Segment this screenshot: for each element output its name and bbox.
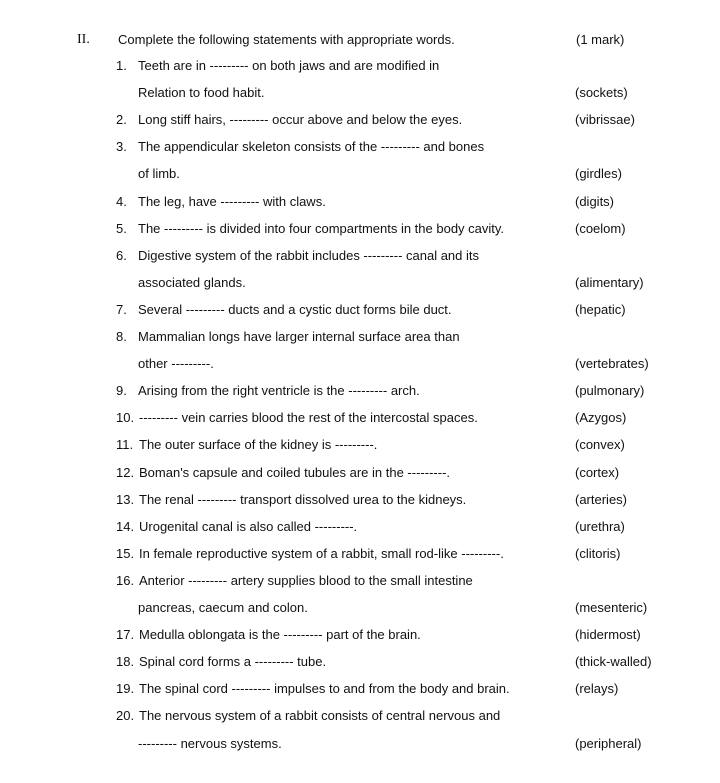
question-number: 20. — [116, 708, 135, 724]
answer-text: (vertebrates) — [575, 356, 649, 372]
question-text: The nervous system of a rabbit consists of central nervous and — [139, 708, 501, 724]
answer-text: (relays) — [575, 681, 619, 697]
question-text: The --------- is divided into four compartments in the body cavity. — [138, 220, 505, 236]
question-text: --------- vein carries blood the rest of the intercostal spaces. — [139, 410, 478, 426]
question-text-continued: of limb. — [138, 166, 180, 182]
answer-text: (girdles) — [575, 166, 622, 182]
question-number: 9. — [116, 383, 127, 399]
question-text-continued: Relation to food habit. — [138, 85, 265, 101]
question-number: 11. — [116, 437, 134, 453]
question-number: 10. — [116, 410, 135, 426]
section-instruction: Complete the following statements with appropriate words. — [118, 32, 455, 47]
question-text: The renal --------- transport dissolved urea to the kidneys. — [139, 491, 467, 507]
question-text: The appendicular skeleton consists of the --------- and bones — [138, 139, 485, 155]
question-number: 13. — [116, 491, 135, 507]
question-text: Long stiff hairs, --------- occur above and below the eyes. — [138, 112, 463, 128]
answer-text: (clitoris) — [575, 545, 621, 561]
answer-text: (vibrissae) — [575, 112, 635, 128]
answer-text: (digits) — [575, 193, 615, 209]
question-text: Several --------- ducts and a cystic duct forms bile duct. — [138, 301, 452, 317]
question-number: 16. — [116, 572, 135, 588]
answer-text: (coelom) — [575, 220, 626, 236]
question-text: Digestive system of the rabbit includes --------- canal and its — [138, 247, 480, 263]
section-marks: (1 mark) — [576, 32, 625, 47]
question-number: 6. — [116, 247, 127, 263]
answer-text: (hepatic) — [575, 301, 626, 317]
question-text: Medulla oblongata is the --------- part of the brain. — [139, 627, 421, 643]
question-text-continued: associated glands. — [138, 274, 246, 290]
answer-text: (arteries) — [575, 491, 628, 507]
question-number: 14. — [116, 518, 135, 534]
question-text: The spinal cord --------- impulses to and from the body and brain. — [139, 681, 510, 697]
question-text: Urogenital canal is also called ---------. — [139, 518, 358, 534]
question-text: Boman's capsule and coiled tubules are in the ---------. — [139, 464, 451, 480]
answer-text: (sockets) — [575, 85, 628, 101]
question-text: Anterior --------- artery supplies blood to the small intestine — [139, 572, 473, 588]
answer-text: (thick-walled) — [575, 654, 652, 670]
question-number: 1. — [116, 58, 127, 73]
answer-text: (cortex) — [575, 464, 620, 480]
answer-text: (hidermost) — [575, 627, 641, 643]
question-number: 18. — [116, 654, 135, 670]
answer-text: (peripheral) — [575, 735, 642, 751]
answer-text: (convex) — [575, 437, 625, 453]
question-number: 12. — [116, 464, 135, 480]
answer-text: (Azygos) — [575, 410, 627, 426]
question-number: 2. — [116, 112, 127, 128]
question-text: Arising from the right ventricle is the --------- arch. — [138, 383, 420, 399]
question-text: The outer surface of the kidney is ---------. — [139, 437, 378, 453]
question-text-continued: --------- nervous systems. — [138, 735, 282, 751]
question-text: Spinal cord forms a --------- tube. — [139, 654, 327, 670]
question-number: 5. — [116, 220, 127, 236]
question-text: In female reproductive system of a rabbit, small rod-like ---------. — [139, 545, 504, 561]
answer-text: (mesenteric) — [575, 600, 648, 615]
question-number: 4. — [116, 193, 127, 209]
question-number: 15. — [116, 545, 135, 561]
question-text: Mammalian longs have larger internal surface area than — [138, 329, 460, 344]
question-text-continued: other ---------. — [138, 356, 214, 372]
question-text: Teeth are in --------- on both jaws and are modified in — [138, 58, 440, 73]
question-number: 19. — [116, 681, 135, 697]
section-numeral: II. — [77, 32, 90, 47]
question-number: 3. — [116, 139, 127, 155]
answer-text: (alimentary) — [575, 274, 644, 290]
answer-text: (urethra) — [575, 518, 625, 534]
question-number: 8. — [116, 329, 127, 344]
question-text: The leg, have --------- with claws. — [138, 193, 326, 209]
question-number: 7. — [116, 301, 127, 317]
answer-text: (pulmonary) — [575, 383, 645, 399]
question-number: 17. — [116, 627, 135, 643]
question-text-continued: pancreas, caecum and colon. — [138, 600, 308, 615]
